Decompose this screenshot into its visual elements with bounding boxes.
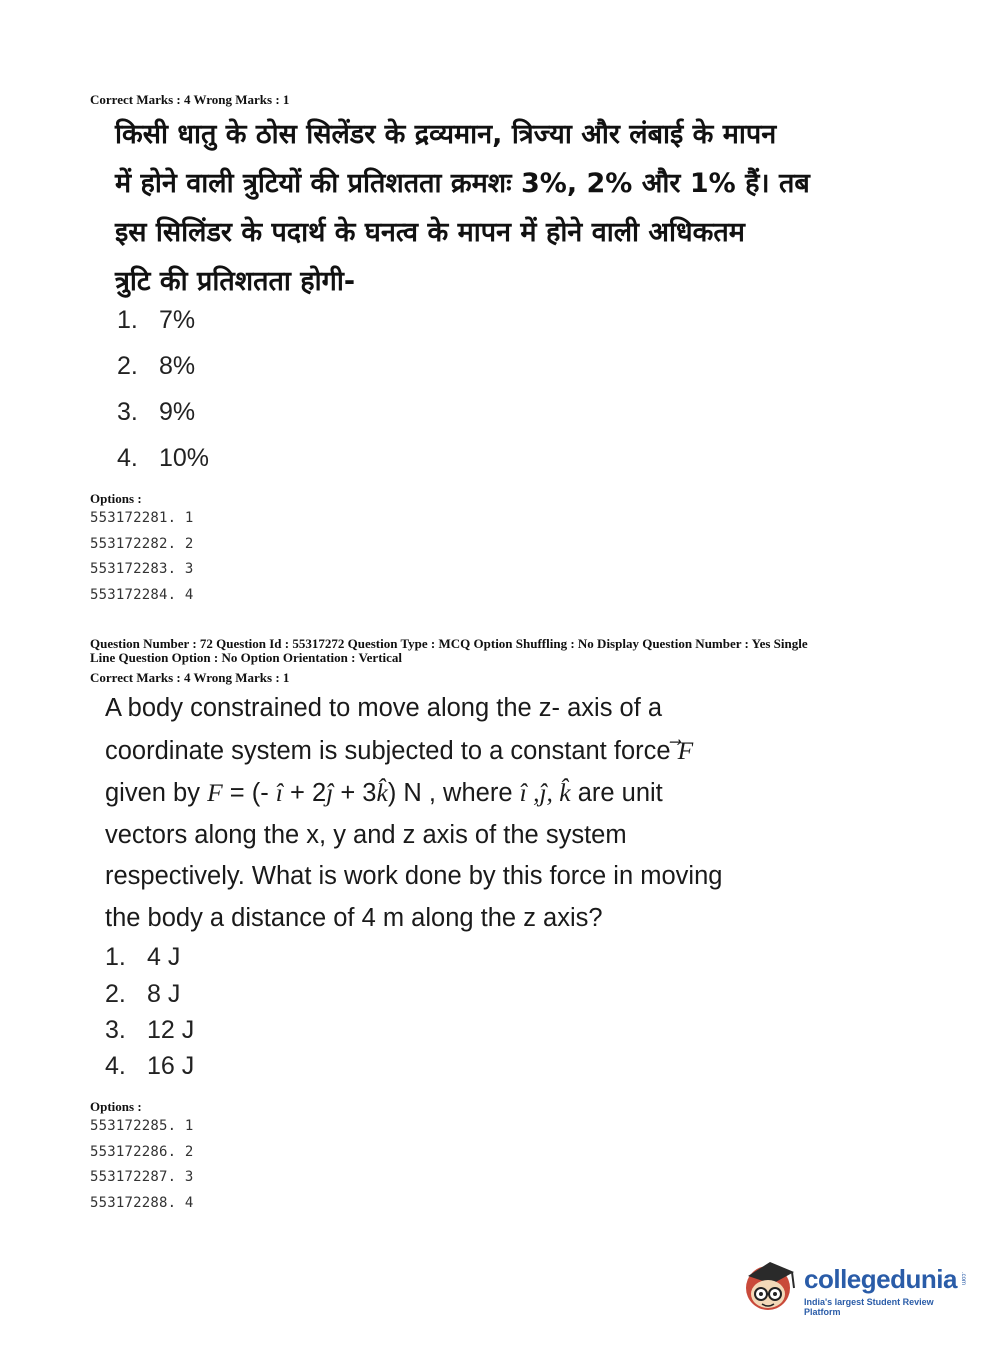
q2-text-line: vectors along the x, y and z axis of the system: [105, 820, 627, 849]
q2-header-line: Question Number : 72 Question Id : 55317272 Question Type : MCQ Option Shuffling : No Display Question Number : Yes Single: [90, 636, 808, 651]
q1-option-id: 553172282. 2: [90, 536, 194, 552]
q1-text-line: त्रुटि की प्रतिशतता होगी-: [115, 266, 356, 297]
collegedunia-logo: [742, 1250, 972, 1320]
q2-text-line: coordinate system is subjected to a constant force F: [105, 735, 694, 765]
q2-text-line: the body a distance of 4 m along the z axis?: [105, 903, 603, 932]
q2-option-id: 553172286. 2: [90, 1144, 194, 1160]
q2-header-line: Line Question Option : No Option Orientation : Vertical: [90, 650, 403, 665]
q1-choice: 2. 8%: [117, 352, 196, 380]
q1-choice: 3. 9%: [117, 398, 196, 426]
logo-tagline: India's largest Student Review Platform: [804, 1297, 934, 1317]
q1-option-id: 553172283. 3: [90, 561, 194, 577]
q1-choice: 1. 7%: [117, 306, 196, 334]
q2-options-label: Options :: [90, 1099, 142, 1114]
q1-text-line: में होने वाली त्रुटियों की प्रतिशतता क्रमशः 3%, 2% और 1% हैं। तब: [115, 168, 810, 199]
q2-option-id: 553172287. 3: [90, 1169, 194, 1185]
unit-vector-j: ĵ: [326, 778, 334, 807]
q1-options-label: Options :: [90, 491, 142, 506]
q1-question-text: [115, 110, 855, 306]
q2-text-line: A body constrained to move along the z- axis of a: [105, 694, 663, 722]
q2-option-id: 553172288. 4: [90, 1195, 194, 1211]
q1-choice: 4. 10%: [117, 444, 210, 472]
q2-choice: 3. 12 J: [105, 1016, 195, 1044]
q1-text-line: किसी धातु के ठोस सिलेंडर के द्रव्यमान, त्रिज्या और लंबाई के मापन: [115, 119, 777, 150]
force-vector-symbol: F: [207, 778, 223, 807]
q1-marks: Correct Marks : 4 Wrong Marks : 1: [90, 92, 290, 107]
q2-choice: 1. 4 J: [105, 943, 181, 971]
q1-option-id: 553172284. 4: [90, 587, 194, 603]
q2-choice: 4. 16 J: [105, 1052, 195, 1080]
unit-vector-i: î: [275, 778, 283, 807]
q2-text-line: respectively. What is work done by this force in moving: [105, 862, 723, 890]
logo-wordmark: collegedunia: [804, 1264, 957, 1294]
mascot-icon: [742, 1250, 804, 1320]
unit-vector-k: k̂: [376, 778, 388, 807]
logo-domain-suffix: .com: [960, 1272, 966, 1286]
q1-option-id: 553172281. 1: [90, 510, 194, 526]
q2-text-line: given by F = (- î + 2ĵ + 3k̂) N , where î ,ĵ, k̂ are unit: [105, 778, 663, 807]
q1-text-line: इस सिलिंडर के पदार्थ के घनत्व के मापन में होने वाली अधिकतम: [115, 217, 745, 248]
q2-option-id: 553172285. 1: [90, 1118, 194, 1134]
q2-marks: Correct Marks : 4 Wrong Marks : 1: [90, 670, 290, 685]
force-vector-symbol: F: [677, 735, 694, 765]
q2-choice: 2. 8 J: [105, 980, 181, 1008]
unit-vector-list: î ,ĵ, k̂: [519, 778, 571, 807]
q2-question-text: [105, 688, 805, 939]
